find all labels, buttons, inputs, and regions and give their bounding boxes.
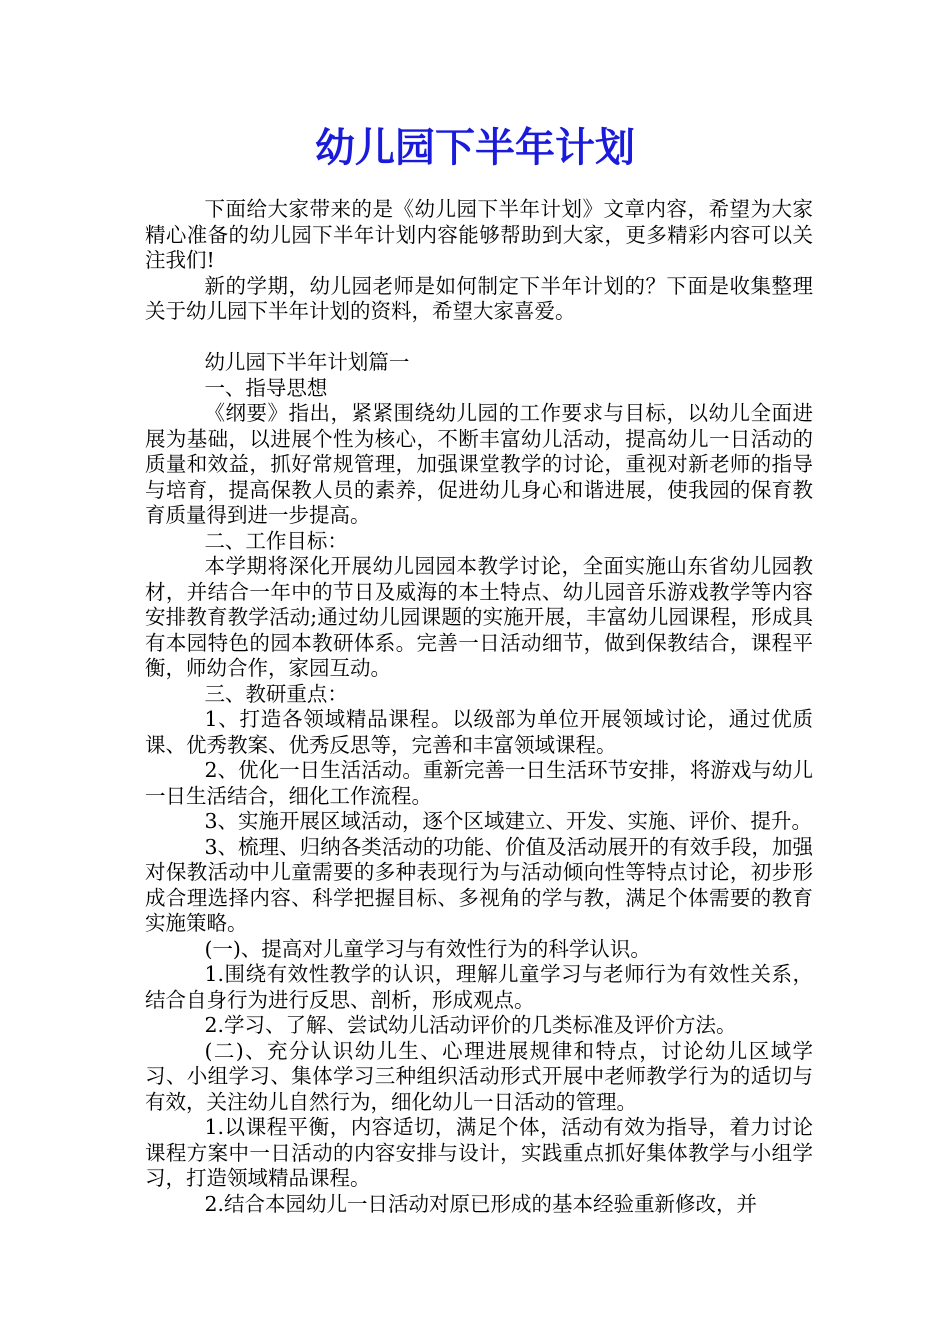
section-heading: 幼儿园下半年计划篇一	[204, 350, 410, 374]
list-item: (一)、提高对儿童学习与有效性行为的科学认识。	[204, 936, 651, 961]
subsection-heading: 二、工作目标：	[204, 528, 348, 553]
intro-paragraph: 新的学期，幼儿园老师是如何制定下半年计划的？下面是收集整理关于幼儿园下半年计划的资料，希望大家喜爱。	[145, 273, 813, 323]
list-item: 2、优化一日生活活动。重新完善一日生活环节安排，将游戏与幼儿一日生活结合，细化工作流程。	[145, 758, 813, 808]
document-body	[145, 197, 813, 1217]
list-item: 1、打造各领域精品课程。以级部为单位开展领域讨论，通过优质课、优秀教案、优秀反思等，完善和丰富领域课程。	[145, 707, 813, 757]
list-item: 1.以课程平衡，内容适切，满足个体，活动有效为指导，着力讨论课程方案中一日活动的内容安排与设计，实践重点抓好集体教学与小组学习，打造领域精品课程。	[145, 1115, 813, 1190]
list-item: 3、实施开展区域活动，逐个区域建立、开发、实施、评价、提升。	[204, 809, 812, 833]
list-item: (二)、充分认识幼儿生、心理进展规律和特点，讨论幼儿区域学习、小组学习、集体学习三种组织活动形式开展中老师教学行为的适切与有效，关注幼儿自然行为，细化幼儿一日活动的管理。	[145, 1038, 813, 1114]
list-item: 1.围绕有效性教学的认识，理解儿童学习与老师行为有效性关系，结合自身行为进行反思、剖析，形成观点。	[145, 962, 813, 1012]
subsection-heading: 三、教研重点：	[204, 681, 348, 706]
list-item: 2.学习、了解、尝试幼儿活动评价的几类标准及评价方法。	[204, 1013, 737, 1037]
body-paragraph: 《纲要》指出，紧紧围绕幼儿园的工作要求与目标，以幼儿全面进展为基础，以进展个性为核心，不断丰富幼儿活动，提高幼儿一日活动的质量和效益，抓好常规管理，加强课堂教学的讨论，重视对新老师的指导与培育，提高保教人员的素养，促进幼儿身心和谐进展，使我园的保育教育质量得到进一步提高。	[145, 401, 813, 527]
list-item: 2.结合本园幼儿一日活动对原已形成的基本经验重新修改，并	[204, 1191, 757, 1216]
document-title: 幼儿园下半年计划	[315, 125, 635, 171]
subsection-heading: 一、指导思想	[204, 375, 328, 400]
list-item: 3、梳理、归纳各类活动的功能、价值及活动展开的有效手段，加强对保教活动中儿童需要的多种表现行为与活动倾向性等特点讨论，初步形成合理选择内容、科学把握目标、多视角的学与教，满足个体需要的教育实施策略。	[145, 834, 813, 935]
body-paragraph: 本学期将深化开展幼儿园园本教学讨论，全面实施山东省幼儿园教材，并结合一年中的节日及威海的本土特点、幼儿园音乐游戏教学等内容安排教育教学活动;通过幼儿园课题的实施开展，丰富幼儿园课程，形成具有本园特色的园本教研体系。完善一日活动细节，做到保教结合，课程平衡，师幼合作，家园互动。	[145, 554, 813, 680]
blank-line	[145, 325, 813, 351]
intro-paragraph: 下面给大家带来的是《幼儿园下半年计划》文章内容，希望为大家精心准备的幼儿园下半年计划内容能够帮助到大家，更多精彩内容可以关注我们!	[145, 197, 813, 272]
